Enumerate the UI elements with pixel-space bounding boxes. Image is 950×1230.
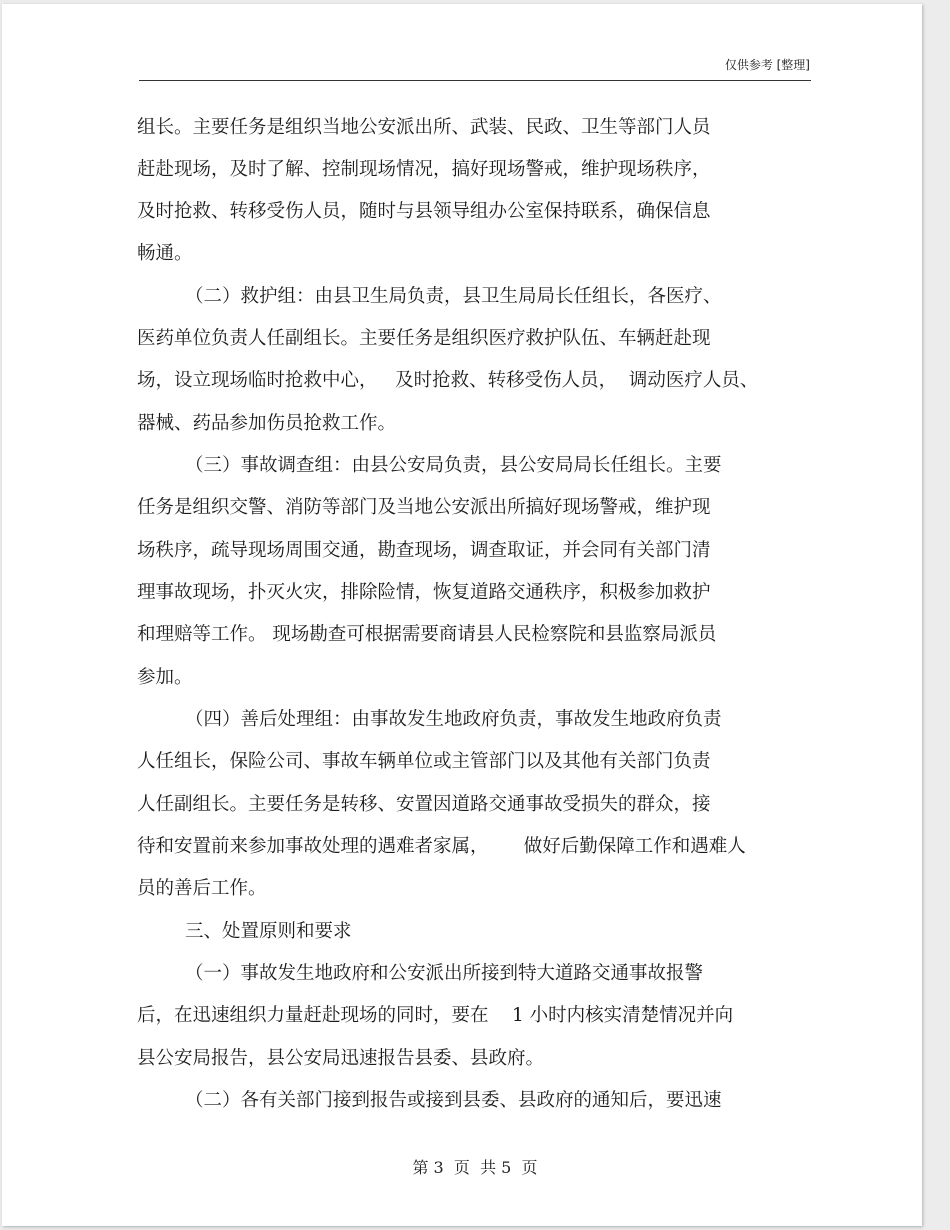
body-line: 器械、药品参加伤员抢救工作。 [137,413,397,434]
paragraph-first-line: （三）事故调查组：由县公安局负责，县公安局局长任组长。主要 [185,455,722,476]
body-line: 理事故现场，扑灭火灾，排除险情，恢复道路交通秩序，积极参加救护 [137,582,711,603]
body-line: 场，设立现场临时抢救中心， 及时抢救、转移受伤人员， 调动医疗人员、 [137,370,759,391]
header-note: 仅供参考 [整理] [724,58,810,72]
paragraph-first-line: （二）各有关部门接到报告或接到县委、县政府的通知后，要迅速 [185,1090,722,1111]
page-number: 第 3 页 共 5 页 [412,1158,538,1177]
body-line: 员的善后工作。 [137,878,267,899]
body-line: 参加。 [137,667,193,688]
document-page [2,4,922,1226]
body-line: 人任副组长。主要任务是转移、安置因道路交通事故受损失的群众，接 [137,794,711,815]
body-line: 县公安局报告，县公安局迅速报告县委、县政府。 [137,1048,545,1069]
body-line: 及时抢救、转移受伤人员，随时与县领导组办公室保持联系，确保信息 [137,201,711,222]
body-line: 任务是组织交警、消防等部门及当地公安派出所搞好现场警戒，维护现 [137,497,711,518]
paragraph-first-line: （一）事故发生地政府和公安派出所接到特大道路交通事故报警 [185,963,704,984]
body-line: 畅通。 [137,243,193,264]
body-line: 待和安置前来参加事故处理的遇难者家属， 做好后勤保障工作和遇难人 [137,836,746,857]
body-line: 赶赴现场，及时了解、控制现场情况，搞好现场警戒，维护现场秩序， [137,159,711,180]
body-line: 和理赔等工作。 现场勘查可根据需要商请县人民检察院和县监察局派员 [137,624,717,645]
body-line: 场秩序，疏导现场周围交通，勘查现场，调查取证，并会同有关部门清 [137,540,711,561]
section-heading: 三、处置原则和要求 [185,921,352,942]
paragraph-first-line: （二）救护组：由县卫生局负责，县卫生局局长任组长，各医疗、 [185,286,722,307]
header-divider [139,80,811,81]
paragraph-first-line: （四）善后处理组：由事故发生地政府负责，事故发生地政府负责 [185,709,722,730]
body-line: 组长。主要任务是组织当地公安派出所、武装、民政、卫生等部门人员 [137,117,711,138]
body-line: 后，在迅速组织力量赶赴现场的同时，要在 1 小时内核实清楚情况并向 [137,1005,734,1026]
body-line: 医药单位负责人任副组长。主要任务是组织医疗救护队伍、车辆赶赴现 [137,328,711,349]
body-line: 人任组长，保险公司、事故车辆单位或主管部门以及其他有关部门负责 [137,751,711,772]
